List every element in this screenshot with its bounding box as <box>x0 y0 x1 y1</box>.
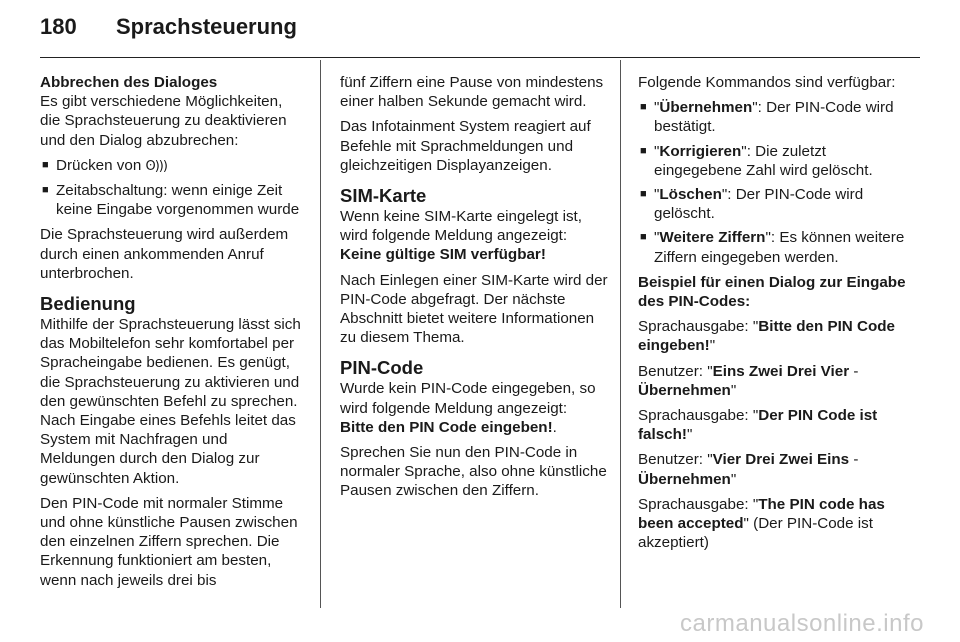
punctuation: . <box>552 418 557 436</box>
dialog-line: Benutzer: "Vier Drei Zwei Eins - Übernehmen" <box>638 451 859 488</box>
column-2 <box>340 73 608 507</box>
section-heading-abbrechen: Abbrechen des Dialoges <box>40 74 218 91</box>
column-divider <box>620 60 621 608</box>
section-heading-sim: SIM-Karte <box>340 185 427 207</box>
column-divider <box>320 60 321 608</box>
paragraph: Es gibt verschiedene Möglichkeiten, die Sprachsteuerung zu deaktivieren und den Dialog abzubrechen: <box>40 93 287 149</box>
list-item: ■ "Löschen": Der PIN-Code wird gelöscht. <box>638 185 910 223</box>
paragraph-text: Wurde kein PIN-Code eingegeben, so wird folgende Meldung angezeigt: <box>340 380 596 417</box>
list-item: ■ "Weitere Ziffern": Es können weitere Ziffern eingegeben werden. <box>638 228 910 266</box>
dialog-text: Übernehmen <box>638 381 731 399</box>
dialog-text: Übernehmen <box>638 470 731 488</box>
paragraph: Das Infotainment System reagiert auf Befehle mit Sprachmeldungen und gleichzeitigen Displayanzeigen. <box>340 118 591 174</box>
paragraph: Nach Einlegen einer SIM-Karte wird der PIN-Code abgefragt. Der nächste Abschnitt bietet weitere Informationen zu diesem Thema. <box>340 271 608 347</box>
list-item <box>40 181 306 219</box>
list-item: ■ "Übernehmen": Der PIN-Code wird bestätigt. <box>638 98 910 136</box>
command-list <box>638 98 910 267</box>
command-name: Weitere Ziffern <box>659 229 766 247</box>
dialog-separator: - <box>849 362 859 380</box>
command-name: Korrigieren <box>659 142 742 160</box>
paragraph: fünf Ziffern eine Pause von mindestens einer halben Sekunde gemacht wird. <box>340 74 604 111</box>
column-3 <box>638 73 910 558</box>
dialog-text: Bitte den PIN Code eingeben! <box>638 318 895 355</box>
paragraph: Mithilfe der Sprachsteuerung lässt sich das Mobiltelefon sehr komfortabel per Spracheingabe bedienen. Es genügt, die Sprachsteuerung zu aktivieren und den gewünschten Befehl zu sprechen. Nach Eingabe eines Befehls leitet das System mit Nachfragen und Meldungen durch den Dialog zur gewünschten Aktion. <box>40 316 301 487</box>
command-description: : Der PIN-Code wird gelöscht. <box>654 186 864 223</box>
section-heading-pin: PIN-Code <box>340 357 424 379</box>
command-description: : Die zuletzt eingegebene Zahl wird gelöscht. <box>654 142 873 179</box>
paragraph <box>340 379 608 437</box>
dialog-note: (Der PIN-Code ist akzeptiert) <box>638 515 873 552</box>
column-1 <box>40 73 306 596</box>
dialog-text: Der PIN Code ist falsch! <box>638 407 878 444</box>
paragraph: Folgende Kommandos sind verfügbar: <box>638 74 896 91</box>
dialog-line: Sprachausgabe: "The PIN code has been accepted" (Der PIN-Code ist akzeptiert) <box>638 495 885 552</box>
list-item-text: Zeitabschaltung: wenn einige Zeit keine Eingabe vorgenommen wurde <box>56 182 300 219</box>
paragraph <box>340 207 608 265</box>
command-description: : Der PIN-Code wird bestätigt. <box>654 99 894 136</box>
dialog-speaker: Benutzer: <box>638 362 708 380</box>
bullet-list <box>40 156 306 220</box>
paragraph: Den PIN-Code mit normaler Stimme und ohne künstliche Pausen zwischen den einzelnen Ziffern sprechen. Die Erkennung funktioniert am besten, wenn nach jeweils drei bis <box>40 494 298 589</box>
page-title: Sprachsteuerung <box>116 14 297 39</box>
dialog-speaker: Benutzer: <box>638 451 708 469</box>
dialog-separator: - <box>849 451 859 469</box>
command-name: Löschen <box>659 186 722 204</box>
dialog-speaker: Sprachausgabe: <box>638 407 753 425</box>
page-number: 180 <box>40 14 77 39</box>
dialog-speaker: Sprachausgabe: <box>638 318 753 336</box>
dialog-speaker: Sprachausgabe: <box>638 495 753 513</box>
dialog-line: Sprachausgabe: "Bitte den PIN Code eingeben!" <box>638 318 895 355</box>
voice-button-icon: ʘ))) <box>145 158 167 174</box>
display-message: Bitte den PIN Code eingeben! <box>340 418 553 436</box>
list-item: ■ "Korrigieren": Die zuletzt eingegebene Zahl wird gelöscht. <box>638 142 910 180</box>
dialog-line: Sprachausgabe: "Der PIN Code ist falsch!" <box>638 407 878 444</box>
header-divider <box>40 57 920 58</box>
paragraph: Sprechen Sie nun den PIN-Code in normaler Sprache, also ohne künstliche Pausen zwischen den Ziffern. <box>340 444 607 500</box>
dialog-text: Vier Drei Zwei Eins <box>712 451 850 469</box>
dialog-line: Benutzer: "Eins Zwei Drei Vier - Übernehmen" <box>638 362 859 399</box>
command-name: Übernehmen <box>659 99 753 117</box>
page-header <box>40 14 297 54</box>
display-message: Keine gültige SIM verfügbar! <box>340 246 546 264</box>
paragraph: Die Sprachsteuerung wird außerdem durch einen ankommenden Anruf unterbrochen. <box>40 226 289 282</box>
dialog-text: Eins Zwei Drei Vier <box>712 362 850 380</box>
example-heading: Beispiel für einen Dialog zur Eingabe des PIN-Codes: <box>638 273 906 311</box>
watermark: carmanualsonline.info <box>680 610 924 637</box>
dialog-text: The PIN code has been accepted <box>638 495 885 533</box>
section-heading-bedienung: Bedienung <box>40 293 136 315</box>
paragraph-text: Wenn keine SIM-Karte eingelegt ist, wird folgende Meldung angezeigt: <box>340 208 582 245</box>
command-description: : Es können weitere Ziffern eingegeben werden. <box>654 229 905 266</box>
list-item-text: Drücken von <box>56 156 142 174</box>
list-item <box>40 156 306 176</box>
